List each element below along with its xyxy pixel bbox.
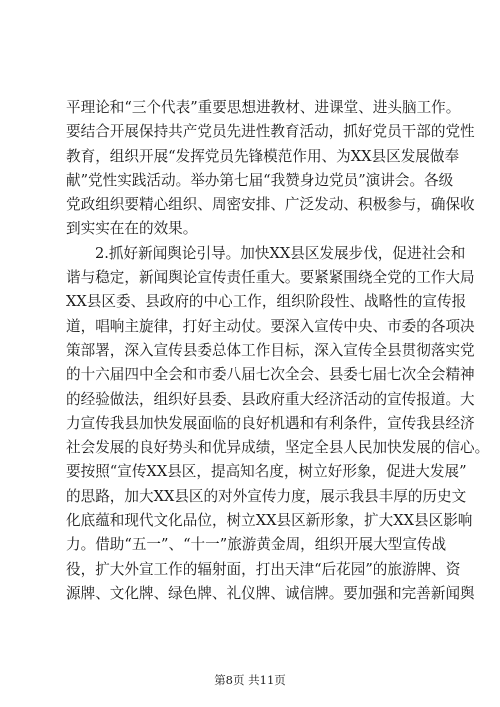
text-line: 社会发展的良好势头和优异成绩，坚定全县人民加快发展的信心。 bbox=[66, 439, 490, 457]
text-line: 党政组织要精心组织、周密安排、广泛发动、积极参与，确保收 bbox=[66, 196, 475, 214]
text-line: 要结合开展保持共产党员先进性教育活动，抓好党员干部的党性 bbox=[66, 123, 475, 141]
text-line: 役，扩大外宣工作的辐射面，打出天津“后花园”的旅游牌、资 bbox=[66, 560, 461, 578]
text-line: 力宣传我县加快发展面临的良好机遇和有利条件，宣传我县经济 bbox=[66, 414, 475, 432]
page-number-footer: 第8页 共11页 bbox=[214, 673, 286, 687]
text-line: 力。借助“五一”、“十一”旅游黄金周，组织开展大型宣传战 bbox=[66, 536, 447, 554]
text-line: 的经验做法，组织好县委、县政府重大经济活动的宣传报道。大 bbox=[66, 390, 475, 408]
text-line: 道，唱响主旋律，打好主动仗。要深入宣传中央、市委的各项决 bbox=[66, 317, 475, 335]
section-heading-line: 2.抓好新闻舆论引导。加快XX县区发展步伐，促进社会和 bbox=[95, 244, 466, 262]
text-line: XX县区委、县政府的中心工作，组织阶段性、战略性的宣传报 bbox=[66, 293, 467, 311]
text-line: 要按照“宣传XX县区，提高知名度，树立好形象，促进大发展” bbox=[66, 463, 467, 481]
text-line: 教育，组织开展“发挥党员先锋模范作用、为XX县区发展做奉 bbox=[66, 147, 460, 165]
text-line: 到实实在在的效果。 bbox=[66, 220, 198, 238]
text-line: 化底蕴和现代文化品位，树立XX县区新形象，扩大XX县区影响 bbox=[66, 512, 473, 530]
text-line: 平理论和“三个代表”重要思想进教材、进课堂、进头脑工作。 bbox=[66, 99, 461, 116]
text-line: 的思路，加大XX县区的对外宣传力度，展示我县丰厚的历史文 bbox=[66, 487, 467, 505]
body-text bbox=[66, 96, 490, 606]
text-line: 策部署，深入宣传县委总体工作目标，深入宣传全县贯彻落实党 bbox=[66, 341, 475, 359]
text-line: 谐与稳定，新闻舆论宣传责任重大。要紧紧围绕全党的工作大局 bbox=[66, 269, 475, 287]
text-line: 献”党性实践活动。举办第七届“我赞身边党员”演讲会。各级 bbox=[66, 171, 454, 189]
text-line: 的十六届四中全会和市委八届七次全会、县委七届七次全会精神 bbox=[66, 366, 475, 384]
text-line: 源牌、文化牌、绿色牌、礼仪牌、诚信牌。要加强和完善新闻舆 bbox=[66, 584, 475, 602]
